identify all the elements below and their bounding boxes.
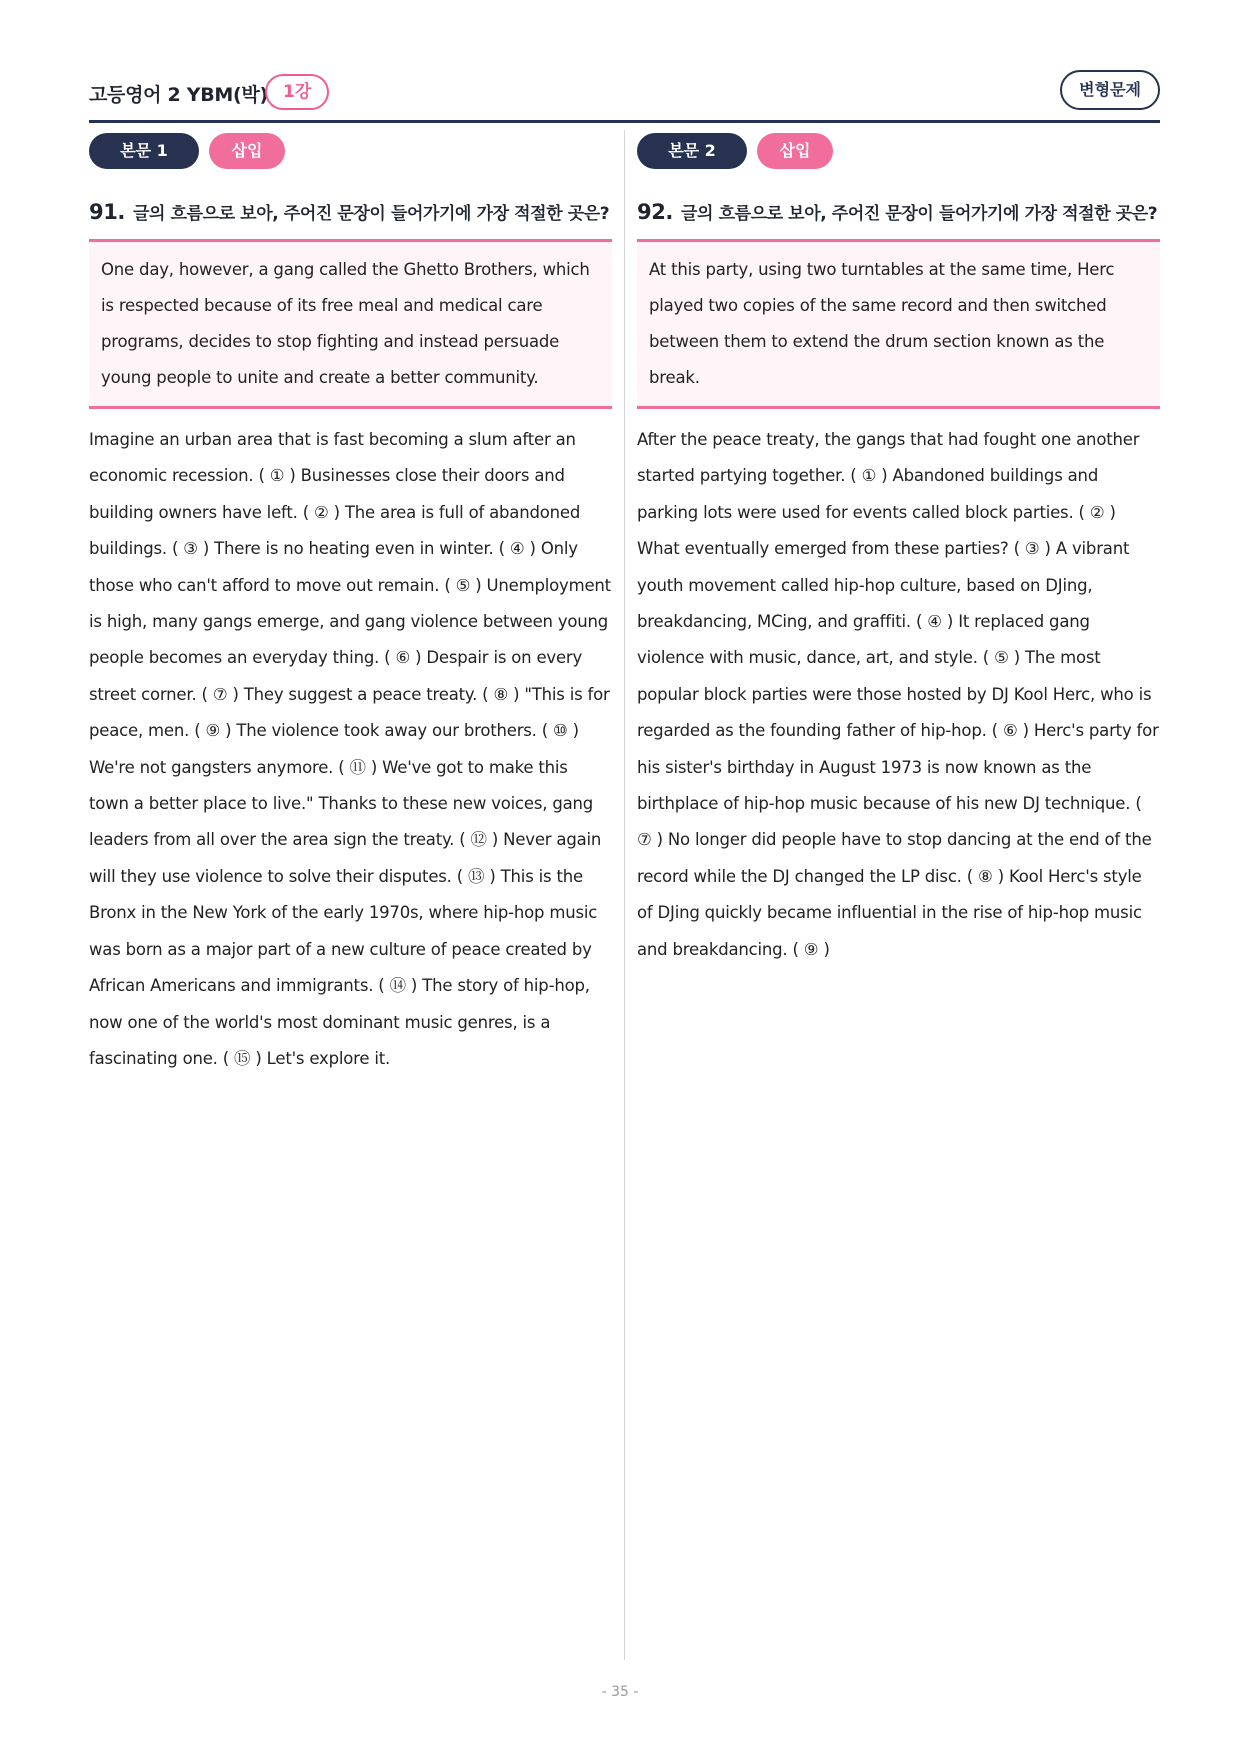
lesson-badge: 1강 — [265, 74, 329, 110]
question-type-tag: 삽입 — [209, 133, 285, 169]
passage-tag: 본문 1 — [89, 133, 199, 169]
right-column — [637, 133, 1160, 968]
passage-text: After the peace treaty, the gangs that had fought one another started partying together. ( ① ) Abandoned buildings and parking lots were used for events called block parties. ( ② ) What eventually emerged from these parties? ( ③ ) A vibrant youth movement called hip-hop culture, based on DJing, breakdancing, MCing, and graffiti. ( ④ ) It replaced gang violence with music, dance, art, and style. ( ⑤ ) The most popular block parties were those hosted by DJ Kool Herc, who is regarded as the founding father of hip-hop. ( ⑥ ) Herc's party for his sister's birthday in August 1973 is now known as the birthplace of hip-hop music because of his new DJ technique. ( ⑦ ) No longer did people have to stop dancing at the end of the record while the DJ changed the LP disc. ( ⑧ ) Kool Herc's style of DJing quickly became influential in the rise of hip-hop music and breakdancing. ( ⑨ ) — [637, 430, 1159, 959]
book-title: 고등영어 2 YBM(박) — [89, 84, 268, 106]
given-sentence: One day, however, a gang called the Ghetto Brothers, which is respected because of its free meal and medical care programs, decides to stop fighting and instead persuade young people to unite and create a better community. — [101, 260, 590, 387]
page-number: - 35 - — [601, 1684, 639, 1700]
passage-text: Imagine an urban area that is fast becoming a slum after an economic recession. ( ① ) Businesses close their doors and building owners have left. ( ② ) The area is full of abandoned buildings. ( ③ ) There is no heating even in winter. ( ④ ) Only those who can't afford to move out remain. ( ⑤ ) Unemployment is high, many gangs emerge, and gang violence between young people becomes an everyday thing. ( ⑥ ) Despair is on every street corner. ( ⑦ ) They suggest a peace treaty. ( ⑧ ) "This is for peace, men. ( ⑨ ) The violence took away our brothers. ( ⑩ ) We're not gangsters anymore. ( ⑪ ) We've got to make this town a better place to live." Thanks to these new voices, gang leaders from all over the area sign the treaty. ( ⑫ ) Never again will they use violence to solve their disputes. ( ⑬ ) This is the Bronx in the New York of the early 1970s, where hip-hop music was born as a major part of a new culture of peace created by African Americans and immigrants. ( ⑭ ) The story of hip-hop, now one of the world's most dominant music genres, is a fascinating one. ( ⑮ ) Let's explore it. — [89, 430, 611, 1068]
question-number: 91. — [89, 200, 126, 224]
question-prompt — [637, 196, 1160, 239]
given-sentence: At this party, using two turntables at the same time, Herc played two copies of the same record and then switched between them to extend the drum section known as the break. — [649, 260, 1115, 387]
column-divider — [624, 130, 625, 1660]
given-sentence-box — [89, 239, 612, 409]
given-sentence-box — [637, 239, 1160, 409]
question-number: 92. — [637, 200, 674, 224]
question-type-badge: 변형문제 — [1060, 70, 1160, 110]
question-prompt — [89, 196, 612, 239]
question-text: 글의 흐름으로 보아, 주어진 문장이 들어가기에 가장 적절한 곳은? — [681, 204, 1158, 224]
page-header — [89, 72, 1160, 123]
right-tags — [637, 133, 1160, 169]
left-tags — [89, 133, 612, 169]
question-text: 글의 흐름으로 보아, 주어진 문장이 들어가기에 가장 적절한 곳은? — [133, 204, 610, 224]
passage-tag: 본문 2 — [637, 133, 747, 169]
question-type-tag: 삽입 — [757, 133, 833, 169]
left-column — [89, 133, 612, 1077]
